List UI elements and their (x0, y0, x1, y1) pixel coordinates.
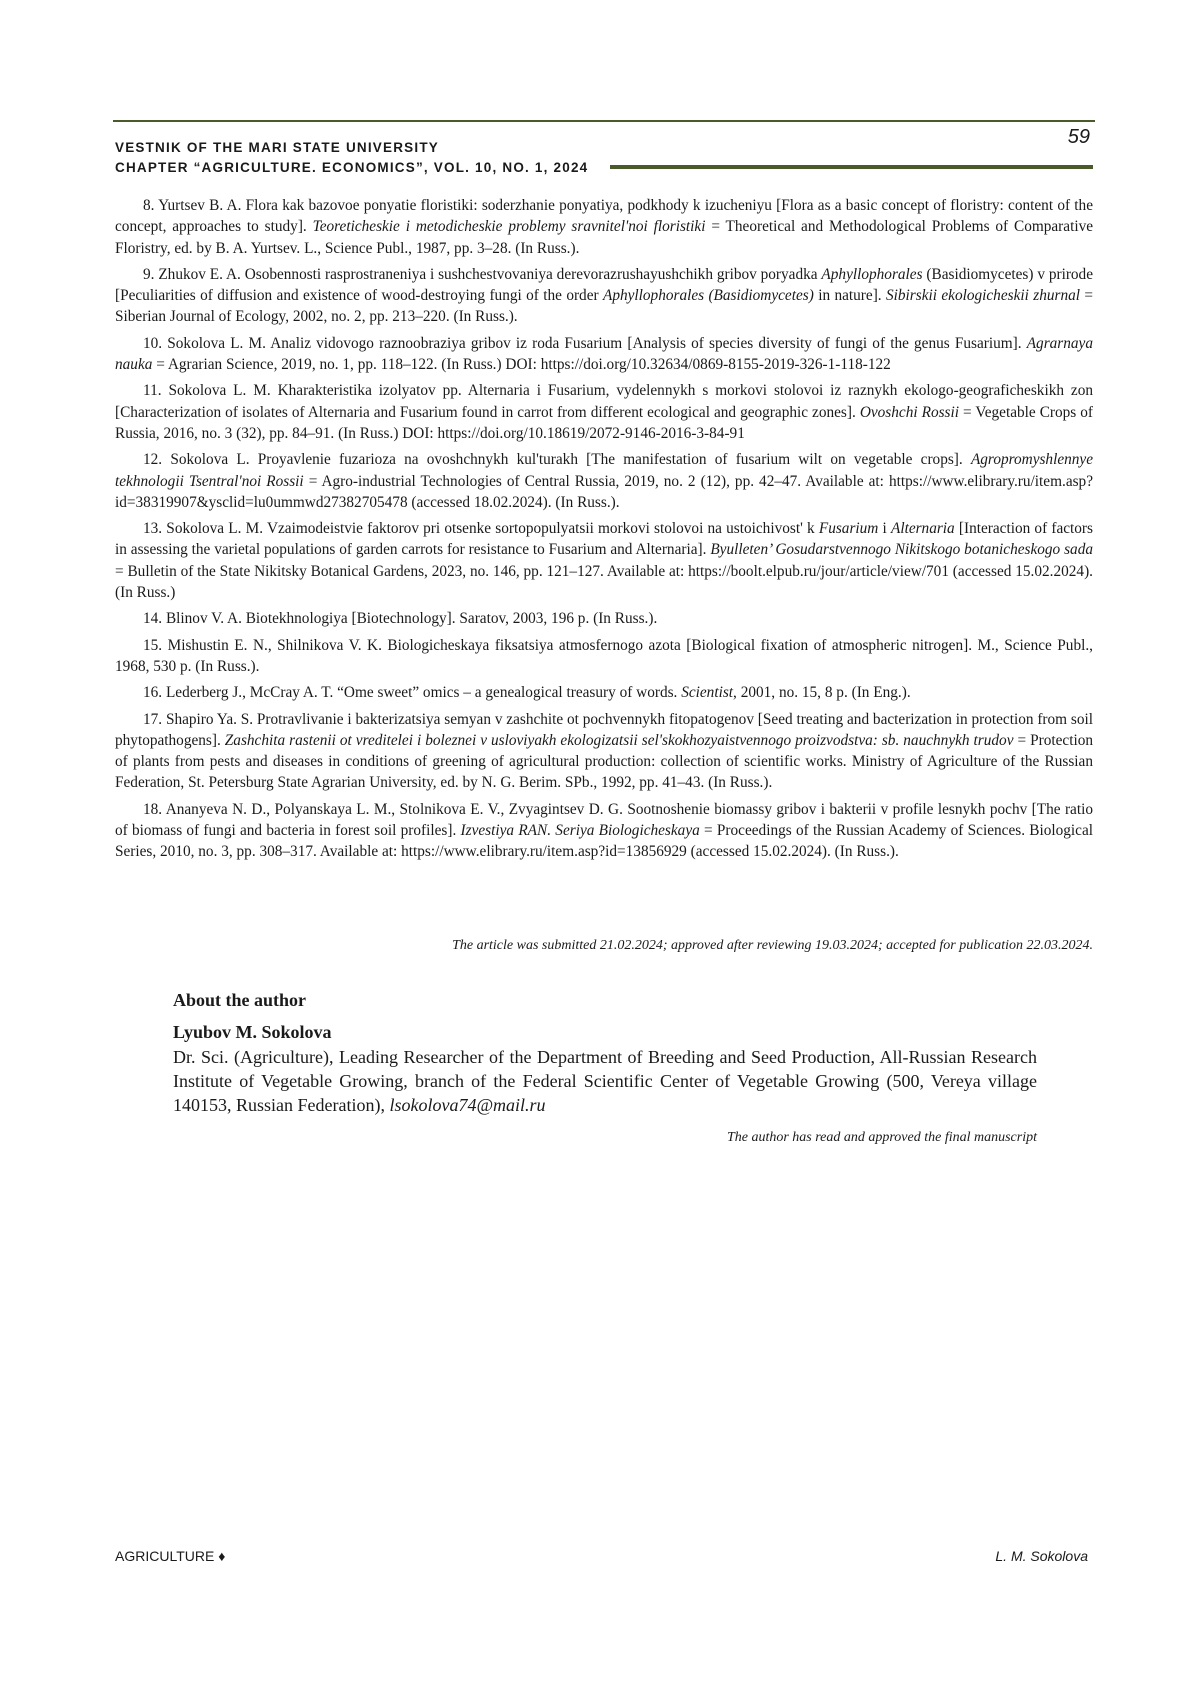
journal-header (115, 138, 1015, 178)
reference-text: = Agrarian Science, 2019, no. 1, pp. 118–122. (In Russ.) DOI: https://doi.org/10.32634/0869-8155-2019-326-1-118-122 (152, 356, 891, 374)
footer-author: L. M. Sokolova (995, 1548, 1088, 1564)
approval-note: The author has read and approved the final manuscript (726, 1130, 1037, 1145)
reference-item (115, 682, 1093, 703)
reference-italic-text: Agropromyshlennye tekhnologii Tsentral'noi Rossii (115, 451, 1093, 490)
reference-text: = Agro-industrial Technologies of Central Russia, 2019, no. 2 (12), pp. 42–47. Available at: https://www.elibrary.ru/item.asp?id=38319907&ysclid=lu0ummwd27382705478 (accessed 18.02.2024). (In Russ.). (115, 472, 1093, 511)
reference-text: 17. Shapiro Ya. S. Protravlivanie i bakterizatsiya semyan v zashchite ot pochvennykh fitopatogenov [Seed treating and bacterization in protection from soil phytopathogens]. (115, 710, 1093, 749)
reference-italic-text: Byulleten’ Gosudarstvennogo Nikitskogo botanicheskogo sada (710, 541, 1093, 559)
reference-text: = Bulletin of the State Nikitsky Botanical Gardens, 2023, no. 146, pp. 121–127. Available at: https://boolt.elpub.ru/jour/article/view/701 (accessed 15.02.2024). (In Russ.) (115, 562, 1093, 602)
reference-italic-text: Zashchita rastenii ot vreditelei i boleznei v usloviyakh ekologizatsii sel'skokhozyaistvennogo proizvodstva: sb. nauchnykh trudov (224, 731, 1014, 749)
author-bio (173, 1045, 1037, 1117)
reference-text: 11. Sokolova L. M. Kharakteristika izolyatov pp. Alternaria i Fusarium, vydelennykh s morkovi stolovoi iz raznykh ekologo-geograficheskikh zon [Characterization of isolates of Alternaria and Fusarium found in carrot from different ecological and geographic zones]. (115, 382, 1093, 421)
reference-text: 16. Lederberg J., McCray A. T. “Ome sweet” omics – a genealogical treasury of words. (143, 684, 682, 702)
reference-text: i (878, 520, 891, 538)
reference-item (115, 333, 1093, 376)
reference-item (115, 635, 1093, 678)
reference-italic-text: Aphyllophorales (821, 265, 923, 283)
reference-item (115, 195, 1093, 259)
reference-italic-text: Fusarium (818, 520, 879, 538)
author-bio-text: Dr. Sci. (Agriculture), Leading Researcher of the Department of Breeding and Seed Production, All-Russian Research Institute of Vegetable Growing, branch of the Federal Scientific Center of Vegetable Growing (500, Vereya village 140153, Russian Federation), (173, 1047, 1037, 1115)
header-bar (610, 165, 1093, 169)
reference-text: 12. Sokolova L. Proyavlenie fuzarioza na ovoshchnykh kul'turakh [The manifestation of fusarium wilt on vegetable crops]. (143, 451, 971, 469)
reference-list (115, 195, 1093, 868)
reference-italic-text: Izvestiya RAN. Seriya Biologicheskaya (460, 822, 700, 840)
reference-item (115, 799, 1093, 863)
page-number: 59 (1067, 126, 1090, 148)
reference-item (115, 709, 1093, 794)
reference-italic-text: Alternaria (890, 520, 955, 538)
reference-italic-text: Teoreticheskie i metodicheskie problemy sravnitel'noi floristiki (312, 218, 706, 236)
reference-text: , 2001, no. 15, 8 p. (In Eng.). (733, 684, 911, 702)
reference-text: = Vegetable Crops of Russia, 2016, no. 3 (32), pp. 84–91. (In Russ.) DOI: https://doi.org/10.18619/2072-9146-2016-3-84-91 (115, 403, 1094, 442)
reference-text: = Theoretical and Methodological Problems of Comparative Floristry, ed. by B. A. Yurtsev. L., Science Publ., 1987, pp. 3–28. (In Russ.). (115, 218, 1094, 257)
reference-italic-text: Scientist (681, 684, 734, 702)
reference-italic-text: Aphyllophorales (Basidiomycetes) (602, 287, 814, 305)
footer-section: AGRICULTURE ♦ (115, 1548, 226, 1564)
reference-italic-text: Agrarnaya nauka (115, 334, 1093, 374)
journal-title: VESTNIK OF THE MARI STATE UNIVERSITY (115, 140, 439, 155)
reference-text: in nature]. (813, 287, 886, 305)
reference-text: = Protection of plants from pests and diseases in conditions of greening of agricultural production: collection of scientific works. Ministry of Agriculture of the Russian Federation, St. Petersburg State Agrarian University, ed. by N. G. Berim. SPb., 1992, pp. 41–43. (In Russ.). (115, 731, 1093, 792)
reference-italic-text: Sibirskii ekologicheskii zhurnal (886, 287, 1080, 305)
reference-text: (Basidiomycetes) v prirode [Peculiarities of diffusion and existence of wood-destroying fungi of the order (115, 265, 1093, 305)
reference-italic-text: Ovoshchi Rossii (859, 403, 959, 421)
reference-text: 15. Mishustin E. N., Shilnikova V. K. Biologicheskaya fiksatsiya atmosfernogo azota [Biological fixation of atmospheric nitrogen]. M., Science Publ., 1968, 530 p. (In Russ.). (115, 636, 1093, 675)
top-rule (113, 120, 1095, 122)
author-email[interactable]: lsokolova74@mail.ru (389, 1095, 546, 1115)
reference-text: = Siberian Journal of Ecology, 2002, no. 2, pp. 213–220. (In Russ.). (115, 287, 1094, 326)
reference-item (115, 608, 1093, 629)
reference-item (115, 518, 1093, 603)
reference-text: 14. Blinov V. A. Biotekhnologiya [Biotechnology]. Saratov, 2003, 196 p. (In Russ.). (143, 610, 658, 628)
reference-text: 18. Ananyeva N. D., Polyanskaya L. M., Stolnikova E. V., Zvyagintsev D. G. Sootnoshenie biomassy gribov i bakterii v profile lesnykh pochv [The ratio of biomass of fungi and bacteria in forest soil profiles]. (115, 800, 1093, 840)
reference-text: 13. Sokolova L. M. Vzaimodeistvie faktorov pri otsenke sortopopulyatsii morkovi stolovoi na ustoichivost' k (143, 520, 819, 538)
reference-text: [Interaction of factors in assessing the varietal populations of garden carrots for resistance to Fusarium and Alternaria]. (115, 520, 1093, 559)
submission-note: The article was submitted 21.02.2024; approved after reviewing 19.03.2024; accepted for publication 22.03.2024. (452, 938, 1093, 953)
reference-item (115, 449, 1093, 513)
reference-text: 10. Sokolova L. M. Analiz vidovogo raznoobraziya gribov iz roda Fusarium [Analysis of species diversity of fungi of the genus Fusarium]. (143, 334, 1027, 352)
author-name: Lyubov M. Sokolova (173, 1022, 332, 1042)
reference-text: 9. Zhukov E. A. Osobennosti rasprostraneniya i sushchestvovaniya derevorazrushayushchikh gribov poryadka (143, 265, 822, 283)
reference-text: 8. Yurtsev B. A. Flora kak bazovoe ponyatie floristiki: soderzhanie ponyatiya, podkhody k izucheniyu [Flora as a basic concept of floristry: content of the concept, approaches to study]. (115, 197, 1093, 236)
reference-text: = Proceedings of the Russian Academy of Sciences. Biological Series, 2010, no. 3, pp. 308–317. Available at: https://www.elibrary.ru/item.asp?id=13856929 (accessed 15.02.2024). (In Russ.). (115, 822, 1094, 861)
about-author-heading: About the author (173, 990, 307, 1010)
journal-chapter: CHAPTER “AGRICULTURE. ECONOMICS”, VOL. 10, NO. 1, 2024 (115, 160, 589, 175)
reference-item (115, 264, 1093, 328)
reference-item (115, 380, 1093, 444)
